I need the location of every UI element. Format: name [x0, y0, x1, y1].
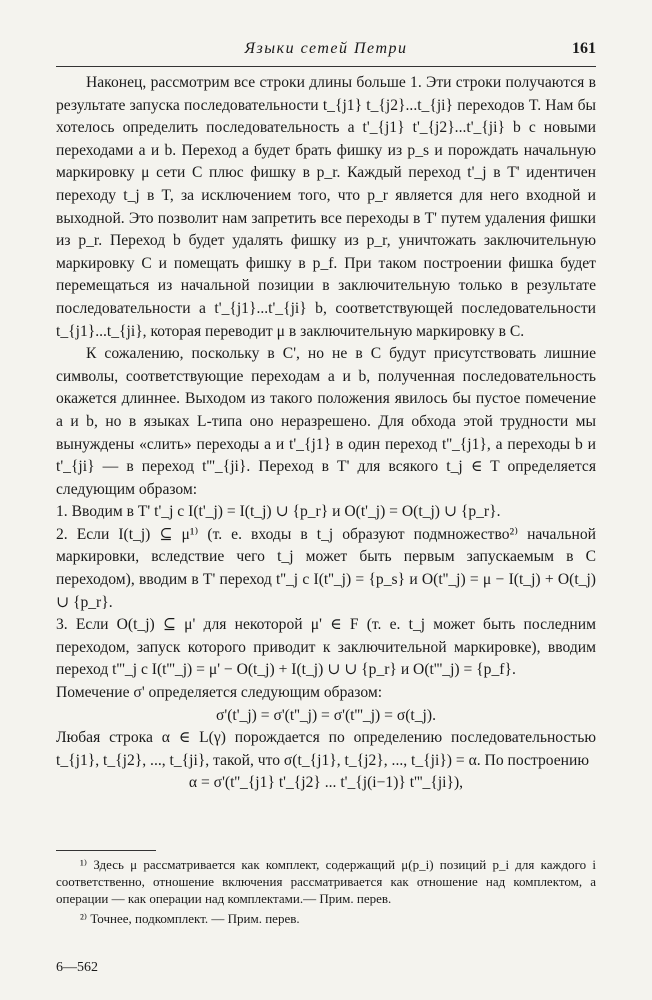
- footnote-divider: [56, 850, 156, 851]
- paragraph-intro: Наконец, рассмотрим все строки длины больше 1. Эти строки получаются в результате запуска последовательности t_{j1} t_{j2}...t_{ji} переходов T. Нам бы хотелось определить последовательность a t'_{j1} t'_{j2}...t'_{ji} b с новыми переходами a и b. Переход a будет брать фишку из p_s и порождать начальную маркировку μ сети C плюс фишку в p_r. Каждый переход t'_j в T' идентичен переходу t_j в T, за исключением того, что p_r является для него входной и выходной. Это позволит нам запретить все переходы в T' путем удаления фишки из p_r. Переход b будет удалять фишку из p_r, уничтожать заключительную маркировку C и помещать фишку в p_f. При таком построении фишка будет перемещаться из начальной позиции в заключительную только в результате последовательности a t'_{j1}...t'_{ji} b, соответствующей последовательности t_{j1}...t_{ji}, которая переводит μ в заключительную маркировку в C.: [56, 74, 596, 340]
- footnote-2: ²⁾ Точнее, подкомплект. — Прим. перев.: [80, 911, 300, 926]
- formula-labeling: σ'(t'_j) = σ'(t''_j) = σ'(t'''_j) = σ(t_j).: [216, 706, 436, 724]
- footnote-1: ¹⁾ Здесь μ рассматривается как комплект, содержащий μ(p_i) позиций p_i для каждого i соответственно, отношение включения рассматривается как отношение над комплектом, а операции — как операции над комплектами.— Прим. перев.: [56, 857, 596, 906]
- list-item-rule-2: 2. Если I(t_j) ⊆ μ¹⁾ (т. е. входы в t_j образуют подмножество²⁾ начальной маркировки, вследствие чего t_j может быть первым запускаемым в C переходом), вводим в T' переход t''_j с I(t''_j) = {p_s} и O(t''_j) = μ − I(t_j) + O(t_j) ∪ {p_r}.: [56, 525, 596, 611]
- running-header: [56, 36, 596, 67]
- footnotes: [56, 850, 596, 930]
- list-item-rule-3: 3. Если O(t_j) ⊆ μ' для некоторой μ' ∈ F (т. е. t_j может быть последним переходом, запуск которого приводит к заключительной маркировке), вводим переход t'''_j с I(t'''_j) = μ' − O(t_j) + I(t_j) ∪ ∪ {p_r} и O(t'''_j) = {p_f}.: [56, 616, 596, 679]
- header-title: Языки сетей Петри: [244, 40, 408, 57]
- formula-string: α = σ'(t''_{j1} t'_{j2} ... t'_{j(i−1)} t'''_{ji}),: [188, 774, 464, 792]
- paragraph-labeling: Помечение σ' определяется следующим образом:: [56, 684, 383, 702]
- main-text: [56, 72, 596, 795]
- paragraph-string: Любая строка α ∈ L(γ) порождается по определению последовательностью t_{j1}, t_{j2}, ..., t_{ji}, такой, что σ(t_{j1}, t_{j2}, ..., t_{ji}) = α. По построению: [56, 729, 596, 769]
- printer-signature: 6—562: [56, 960, 98, 975]
- paragraph-problem: К сожалению, поскольку в C', но не в C будут присутствовать лишние символы, соответствующие переходам a и b, полученная последовательность окажется длиннее. Выходом из такого положения явилось бы пустое помечение a и b, но в языках L-типа оно неразрешено. Для обхода этой трудности мы вынуждены «слить» переходы a и t'_{j1} в один переход t''_{j1}, а переходы b и t'_{ji} — в переход t'''_{ji}. Переход в T' для всякого t_j ∈ T определяется следующим образом:: [56, 345, 596, 498]
- page-number: 161: [572, 40, 596, 57]
- list-item-rule-1: 1. Вводим в T' t'_j с I(t'_j) = I(t_j) ∪ {p_r} и O(t'_j) = O(t_j) ∪ {p_r}.: [56, 503, 501, 521]
